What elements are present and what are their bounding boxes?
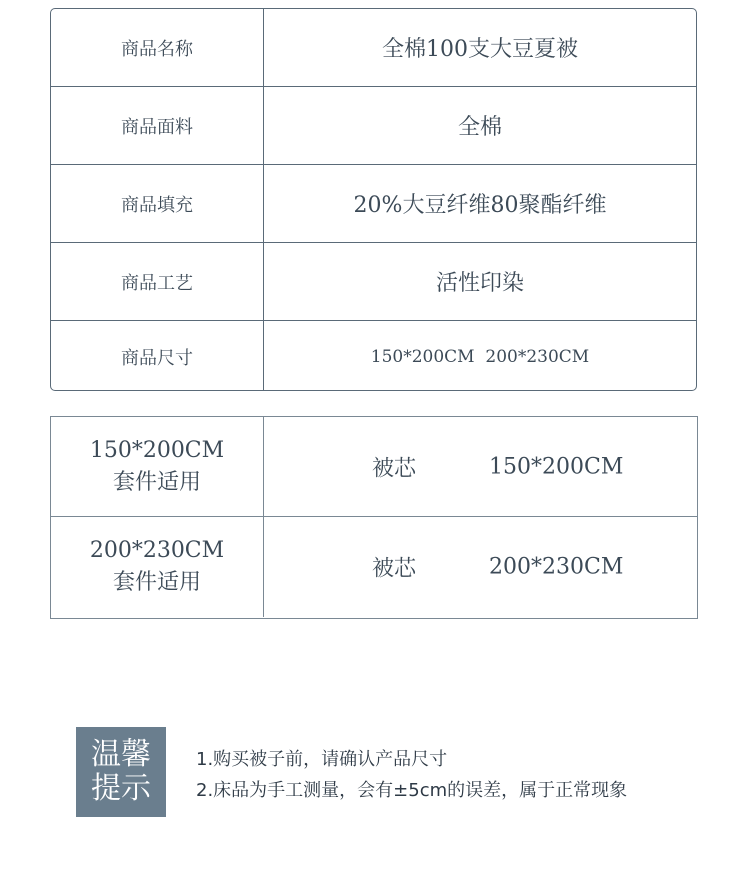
size-item-name: 被芯 [372, 456, 417, 481]
product-spec-table [50, 8, 697, 391]
spec-value: 20%大豆纤维80聚酯纤维 [353, 193, 607, 218]
size-text: 200*230CM [89, 538, 225, 563]
spec-label: 商品面料 [51, 87, 264, 164]
size-row [51, 517, 697, 617]
spec-value: 全棉100支大豆夏被 [382, 37, 578, 62]
spec-label: 商品名称 [51, 9, 264, 86]
size-label [51, 517, 264, 617]
spec-label: 商品尺寸 [51, 321, 264, 391]
spec-row-name [51, 9, 696, 87]
tips-badge-line1: 温馨 [91, 737, 151, 772]
spec-row-fabric [51, 87, 696, 165]
size-row [51, 417, 697, 517]
tips-text [196, 744, 627, 806]
size-note: 套件适用 [112, 469, 201, 495]
size-item-dimension: 150*200CM [489, 454, 624, 479]
spec-label: 商品填充 [51, 165, 264, 242]
size-item-name: 被芯 [372, 556, 417, 582]
spec-row-size [51, 321, 696, 391]
tips-badge [76, 727, 166, 817]
size-table [50, 416, 698, 619]
size-item-dimension: 200*230CM [489, 554, 624, 580]
size-label [51, 417, 264, 516]
spec-label: 商品工艺 [51, 243, 264, 320]
tip-line: 2.床品为手工测量，会有±5cm的误差，属于正常现象 [196, 780, 628, 801]
tips-badge-line2: 提示 [91, 771, 151, 806]
spec-row-filling [51, 165, 696, 243]
size-text: 150*200CM [89, 437, 225, 463]
size-value [264, 517, 697, 617]
spec-value: 活性印染 [435, 271, 524, 296]
spec-row-craft [51, 243, 696, 321]
size-value [264, 417, 697, 516]
spec-value: 150*200CM 200*230CM [370, 346, 590, 367]
size-note: 套件适用 [112, 570, 201, 595]
spec-value: 全棉 [457, 115, 502, 140]
tip-line: 1.购买被子前，请确认产品尺寸 [196, 749, 448, 770]
